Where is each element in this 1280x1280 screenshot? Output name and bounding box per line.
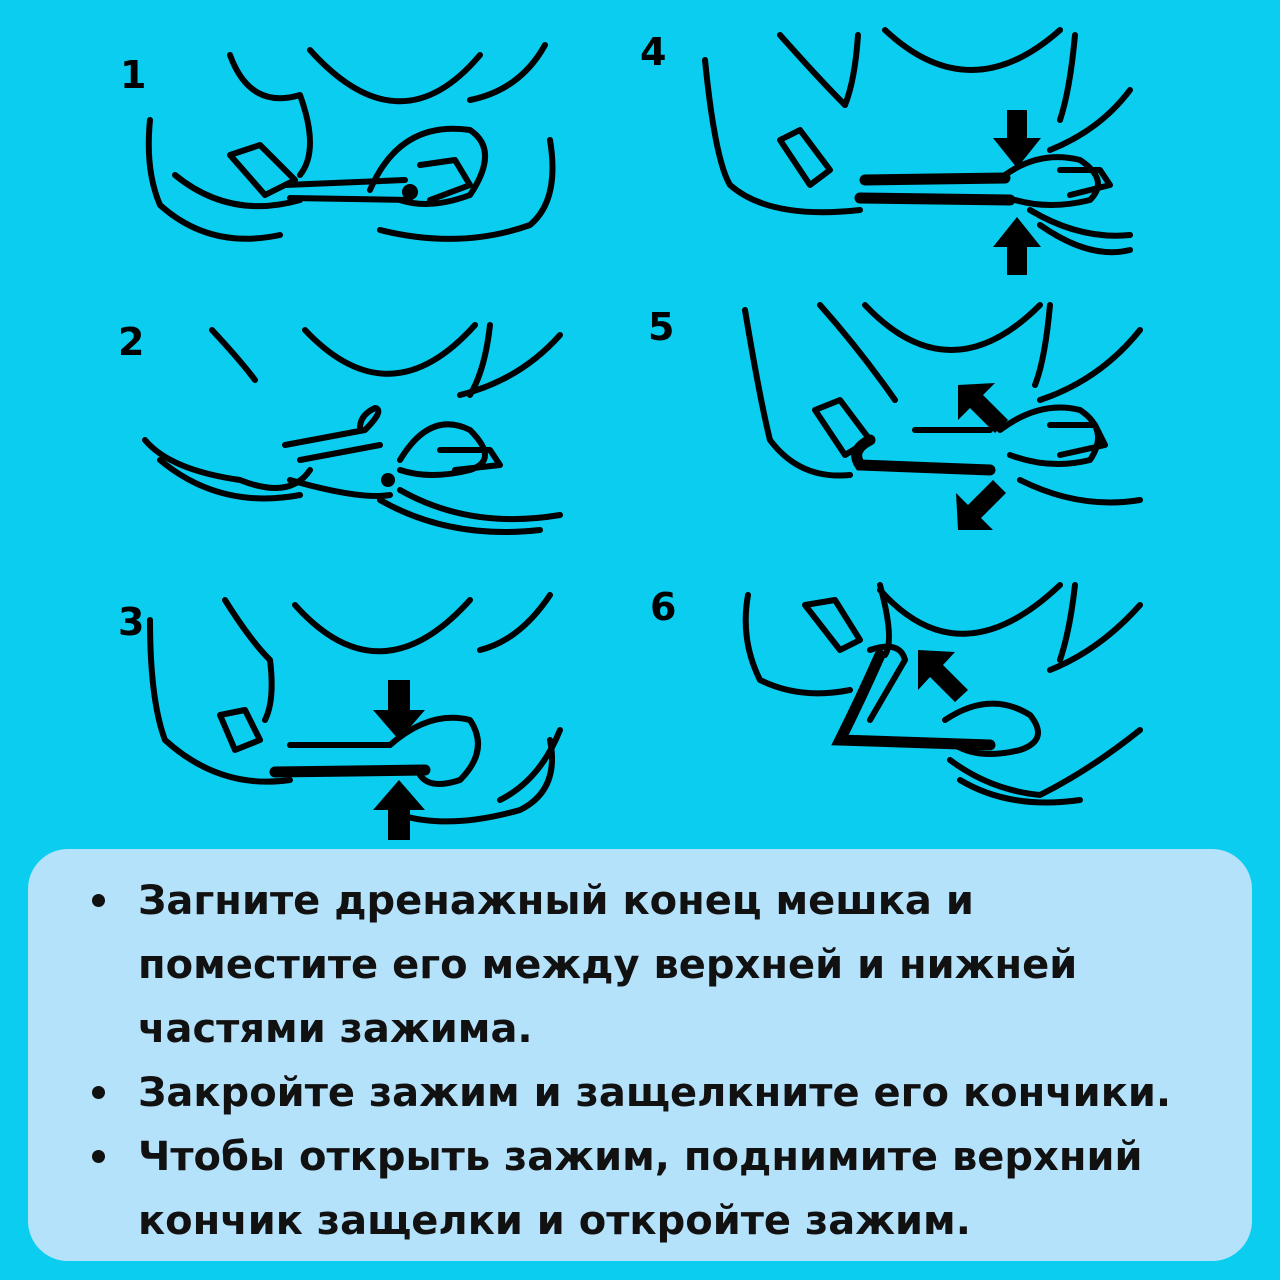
step-4-number: 4 — [640, 30, 667, 74]
step-6-illustration — [650, 585, 1140, 803]
instruction-item — [92, 1061, 1222, 1125]
instruction-item — [92, 1125, 1222, 1253]
instructions-panel — [28, 849, 1252, 1261]
step-5-number: 5 — [648, 305, 675, 349]
step-5-illustration — [648, 305, 1140, 530]
instruction-text: Чтобы открыть зажим, поднимите верхний кончик защелки и откройте зажим. — [138, 1134, 1143, 1244]
step-2-illustration — [118, 320, 560, 532]
step-6-number: 6 — [650, 585, 677, 629]
bullet-icon — [92, 1150, 105, 1163]
bullet-icon — [92, 894, 105, 907]
step-2-number: 2 — [118, 320, 145, 364]
step-1-number: 1 — [120, 53, 147, 97]
instruction-text: Закройте зажим и защелкните его кончики. — [138, 1070, 1172, 1116]
bullet-icon — [92, 1086, 105, 1099]
instructions-list — [92, 869, 1222, 1253]
instruction-text: Загните дренажный конец мешка и поместите его между верхней и нижней частями зажима. — [138, 878, 1078, 1052]
step-3-number: 3 — [118, 600, 145, 644]
step-4-illustration — [640, 30, 1130, 275]
step-3-illustration — [118, 595, 560, 840]
step-1-illustration — [120, 45, 553, 239]
instruction-item — [92, 869, 1222, 1061]
